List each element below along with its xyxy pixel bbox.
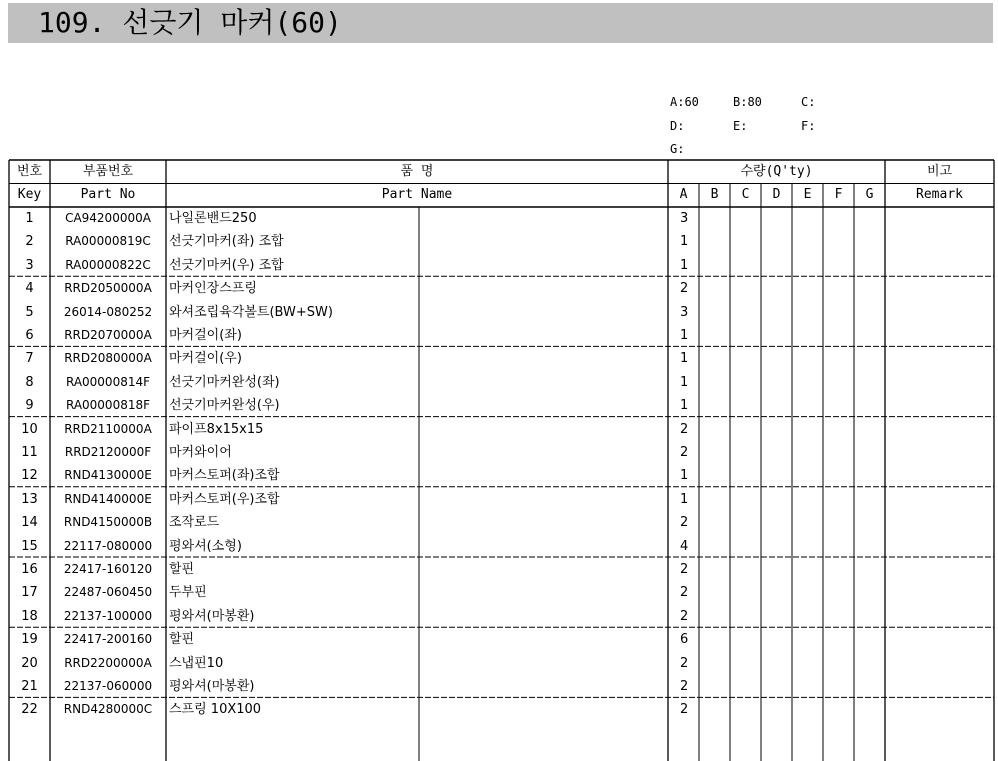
row-part-no: 22417-200160: [63, 632, 153, 647]
row-key: 3: [25, 257, 34, 273]
row-part-no: RA00000822C: [65, 257, 151, 272]
row-part-no: 26014-080252: [63, 304, 153, 319]
row-key: 2: [25, 234, 34, 250]
header-name-ko: 품 명: [400, 164, 434, 179]
page-title: 109. 선긋기 마커(60): [38, 6, 342, 39]
row-part-name: 스냅핀10: [169, 655, 224, 671]
row-part-name: 두부핀: [169, 585, 207, 601]
row-part-name: 마커와이어: [169, 445, 232, 460]
row-key: 15: [21, 538, 38, 554]
row-part-no: RND4130000E: [64, 468, 152, 483]
row-part-no: 22137-100000: [63, 608, 153, 623]
row-key: 13: [21, 491, 38, 507]
row-part-name: 마커걸이(우): [169, 351, 242, 367]
row-qty-a: 1: [680, 328, 689, 343]
row-qty-a: 4: [680, 538, 689, 554]
row-key: 11: [21, 445, 38, 460]
legend-item: A:60: [670, 95, 699, 109]
row-part-name: 마커스토퍼(우)조합: [169, 491, 280, 507]
row-part-no: RRD2080000A: [64, 351, 152, 366]
row-part-name: 할핀: [169, 562, 195, 577]
header-qty-col: C: [741, 187, 750, 202]
row-part-no: RA00000819C: [65, 234, 151, 249]
row-part-no: RRD2200000A: [64, 655, 152, 670]
row-qty-a: 2: [680, 515, 689, 531]
header-part-no-ko: 부품번호: [82, 164, 134, 179]
header-qty-col: F: [834, 187, 843, 202]
row-qty-a: 2: [680, 421, 689, 437]
header-qty-col: B: [710, 187, 719, 202]
row-part-name: 선긋기마커완성(좌): [169, 374, 280, 390]
legend-item: C:: [801, 95, 816, 109]
header-qty-col: E: [803, 187, 812, 202]
row-key: 5: [25, 304, 34, 320]
row-qty-a: 6: [680, 632, 689, 648]
legend-item: G:: [670, 142, 685, 156]
row-qty-a: 1: [680, 468, 689, 484]
row-key: 7: [25, 351, 34, 367]
row-part-name: 선긋기마커완성(우): [169, 398, 280, 414]
row-qty-a: 3: [680, 304, 689, 320]
row-part-name: 평와셔(소형): [169, 538, 242, 554]
header-qty-col: D: [772, 187, 781, 202]
header-qty-ko: 수량(Q'ty): [740, 164, 813, 179]
row-part-name: 선긋기마커(좌) 조합: [169, 234, 284, 250]
legend-item: F:: [801, 119, 816, 133]
row-part-name: 마커인장스프링: [169, 281, 257, 297]
row-qty-a: 1: [680, 398, 689, 414]
row-part-no: RA00000818F: [65, 398, 151, 413]
header-remark-ko: 비고: [926, 164, 953, 179]
row-part-no: RRD2120000F: [64, 445, 152, 459]
row-part-name: 파이프8x15x15: [169, 421, 264, 437]
row-part-no: RRD2070000A: [64, 328, 152, 342]
row-key: 10: [21, 421, 38, 437]
row-part-name: 평와셔(마봉환): [169, 608, 255, 624]
row-part-no: RND4280000C: [63, 702, 153, 717]
row-part-name: 나일론밴드250: [169, 211, 257, 226]
row-key: 20: [21, 655, 38, 671]
row-key: 21: [21, 679, 38, 694]
row-qty-a: 1: [680, 374, 689, 390]
row-part-name: 마커걸이(좌): [169, 328, 242, 343]
row-key: 18: [21, 608, 38, 624]
row-key: 19: [21, 632, 38, 648]
header-part-no-en: Part No: [80, 187, 136, 202]
row-key: 6: [25, 328, 34, 343]
legend-item: B:80: [733, 95, 762, 109]
row-part-no: RA00000814F: [65, 374, 151, 389]
row-key: 16: [21, 562, 38, 577]
row-part-no: 22487-060450: [63, 585, 153, 600]
header-qty-col: G: [865, 187, 874, 202]
row-key: 22: [21, 702, 38, 718]
header-name-en: Part Name: [381, 187, 453, 202]
row-qty-a: 2: [680, 679, 689, 694]
row-key: 4: [25, 281, 34, 297]
row-key: 14: [21, 515, 38, 531]
row-part-no: CA94200000A: [65, 211, 151, 225]
row-key: 9: [25, 398, 34, 414]
row-part-no: RRD2050000A: [64, 281, 152, 296]
header-key-en: Key: [17, 187, 42, 202]
row-part-no: 22117-080000: [63, 538, 153, 553]
row-qty-a: 2: [680, 445, 689, 460]
row-part-name: 평와셔(마봉환): [169, 679, 255, 694]
row-qty-a: 1: [680, 234, 689, 250]
row-qty-a: 1: [680, 257, 689, 273]
row-qty-a: 2: [680, 608, 689, 624]
row-qty-a: 3: [680, 211, 689, 226]
row-qty-a: 2: [680, 655, 689, 671]
row-part-no: 22417-160120: [63, 562, 153, 576]
row-part-no: RRD2110000A: [64, 421, 152, 436]
row-part-name: 마커스토퍼(좌)조합: [169, 468, 280, 484]
row-key: 17: [21, 585, 38, 601]
row-qty-a: 1: [680, 491, 689, 507]
row-qty-a: 2: [680, 281, 689, 297]
row-qty-a: 2: [680, 585, 689, 601]
row-part-name: 선긋기마커(우) 조합: [169, 257, 284, 273]
row-part-name: 조작로드: [169, 515, 220, 531]
legend-item: D:: [670, 119, 685, 133]
row-part-name: 스프링 10X100: [169, 702, 262, 718]
row-part-name: 할핀: [169, 632, 195, 648]
header-key-ko: 번호: [16, 164, 43, 179]
row-part-no: RND4150000B: [63, 515, 153, 530]
row-qty-a: 1: [680, 351, 689, 367]
row-part-no: RND4140000E: [64, 491, 152, 506]
row-key: 1: [25, 211, 34, 226]
legend-item: E:: [733, 119, 748, 133]
row-part-name: 와셔조립육각볼트(BW+SW): [169, 304, 333, 320]
header-remark-en: Remark: [916, 187, 963, 202]
row-key: 8: [25, 374, 34, 390]
row-qty-a: 2: [680, 702, 689, 718]
header-qty-col: A: [679, 187, 688, 202]
row-qty-a: 2: [680, 562, 689, 577]
row-key: 12: [21, 468, 38, 484]
row-part-no: 22137-060000: [63, 679, 153, 693]
